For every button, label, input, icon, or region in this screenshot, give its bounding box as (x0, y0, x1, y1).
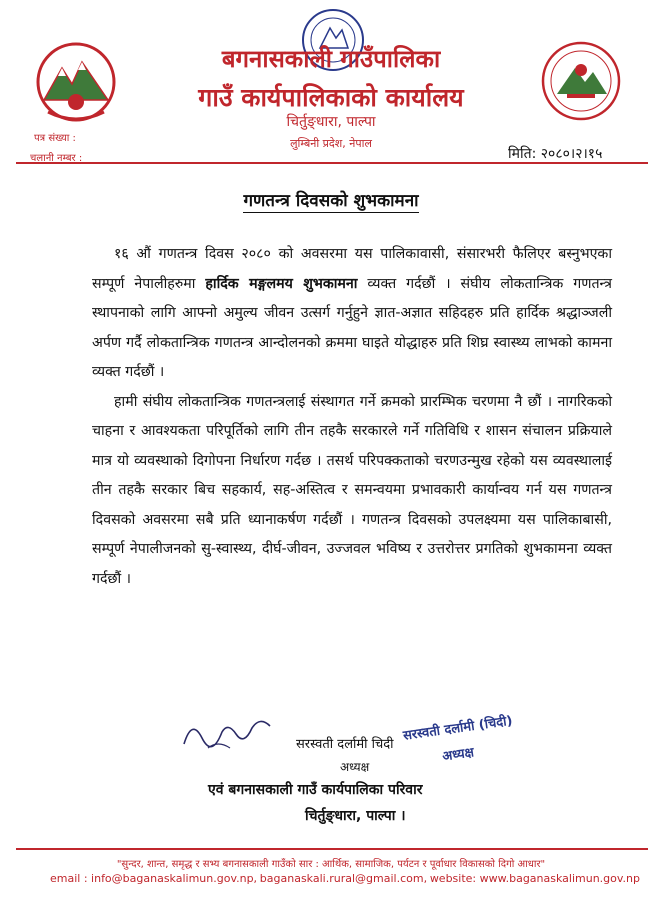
footer-divider (16, 848, 648, 850)
patra-label: पत्र संख्या : (34, 133, 76, 144)
letter-title: गणतन्त्र दिवसको शुभकामना (243, 191, 419, 211)
signatory-name: सरस्वती दर्लामी चिदी (296, 737, 394, 752)
org-name: बगनासकाली गाउँपालिका (221, 45, 441, 73)
footer-website[interactable]: website: www.baganaskalimun.gov.np (429, 872, 640, 885)
footer-motto: "सुन्दर, शान्त, समृद्ध र सभ्य बगनासकाली गाउँको सार : आर्थिक, सामाजिक, पर्यटन र पूर्वाधार विकासको दिगो आधार" (116, 859, 546, 870)
signatory-role: अध्यक्ष (340, 760, 370, 774)
paragraph-2: हामी संघीय लोकतान्त्रिक गणतन्त्रलाई संस्थागत गर्ने क्रमको प्रारम्भिक चरणमा नै छौं । नागरिकको चाहना र आवश्यकता परिपूर्तिको लागि तीन तहकै सरकारले गर्ने गतिविधि र शासन संचालन प्रक्रियाले मात्र यो व्यवस्थाको दिगोपना निर्धारण गर्दछ । तसर्थ परिपक्कताको चरणउन्मुख रहेको यस व्यवस्थालाई तीन तहकै सरकार बिच सहकार्य, सह-अस्तित्व र समन्वयमा प्रभावकारी कार्यान्वय गर्न यस गणतन्त्र दिवसको अवसरमा सबै प्रति ध्यानाकर्षण गर्दछौं । गणतन्त्र दिवसको उपलक्ष्यमा यस पालिकाबासी, सम्पूर्ण नेपालीजनको सु-स्वास्थ्य, दीर्घ-जीवन, उज्जवल भविष्य र उत्तरोत्तर प्रगतिको शुभकामना व्यक्त गर्दछौं । (92, 393, 612, 587)
letter-date: मिति: २०८०।२।१५ (508, 146, 603, 162)
footer-email-1[interactable]: email : info@baganaskalimun.gov.np, (50, 872, 258, 885)
chalani-label: चलानी नम्बर : (30, 153, 83, 164)
office-place: चिर्तुङ्धारा, पाल्पा (286, 114, 376, 130)
greeting-emphasis: हार्दिक मङ्गलमय शुभकामना (205, 275, 358, 292)
chairperson-stamp (400, 708, 530, 766)
header-divider (16, 162, 648, 164)
footer-email-2[interactable]: baganaskali.rural@gmail.com, (259, 872, 428, 885)
handwritten-signature (178, 708, 288, 758)
svg-text:सरस्वती दर्लामी (चिदी): सरस्वती दर्लामी (चिदी) (402, 713, 514, 744)
signatory-org: एवं बगनासकाली गाउँ कार्यपालिका परिवार (208, 782, 423, 798)
signatory-place: चिर्तुङ्धारा, पाल्पा । (305, 808, 406, 824)
paragraph-1: १६ औं गणतन्त्र दिवस २०८० को अवसरमा यस पालिकावासी, संसारभरी फैलिएर बस्नुभएका सम्पूर्ण नेपालीहरुमा हार्दिक मङ्गलमय शुभकामना व्यक्त गर्दछौं । संघीय लोकतान्त्रिक गणतन्त्र स्थापनाको लागि आफ्नो अमुल्य जीवन उत्सर्ग गर्नुहुने ज्ञात-अज्ञात सहिदहरु प्रति हार्दिक श्रद्धाञ्जली अर्पण गर्दै लोकतान्त्रिक गणतन्त्र आन्दोलनको क्रममा घाइते योद्धाहरु प्रति शिघ्र स्वास्थ्य लाभको कामना व्यक्त गर्दछौं । (92, 246, 613, 380)
letter-body (92, 240, 612, 594)
office-name: गाउँ कार्यपालिकाको कार्यालय (198, 83, 464, 112)
footer-contact (50, 872, 640, 885)
province: लुम्बिनी प्रदेश, नेपाल (290, 137, 372, 150)
svg-text:अध्यक्ष: अध्यक्ष (441, 745, 475, 765)
